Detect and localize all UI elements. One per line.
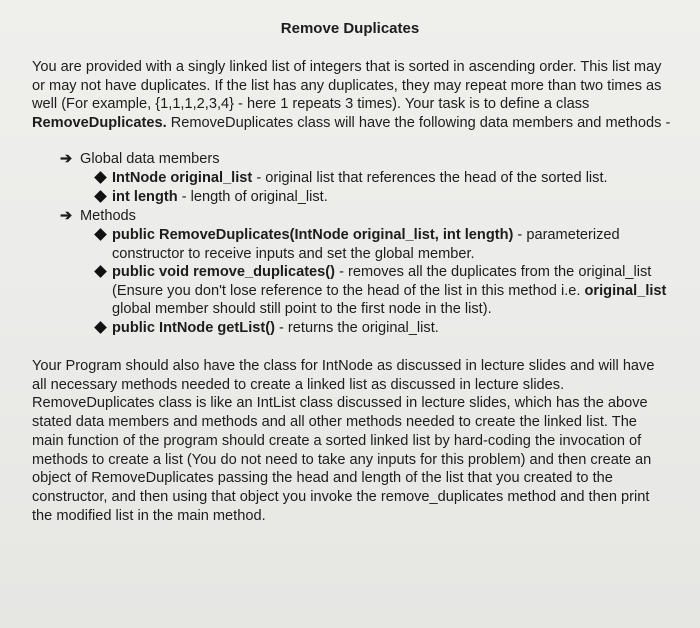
method-item-2-desc: - removes all the duplicates from the original_list (Ensure you don't lose reference to the head of the list in this method i.e. bbox=[112, 264, 652, 299]
method-item-3-code: public IntNode getList() bbox=[112, 320, 275, 336]
global-item-2-desc: - length of original_list. bbox=[177, 189, 328, 205]
diamond-bullet-icon bbox=[94, 321, 107, 334]
method-item-1-desc: - parameterized constructor to receive inputs and set the global member. bbox=[112, 227, 620, 262]
diamond-bullet-icon bbox=[94, 171, 107, 184]
method-item-1 bbox=[112, 226, 682, 263]
diamond-bullet-icon bbox=[94, 228, 107, 241]
global-item-2-code: int length bbox=[112, 189, 178, 205]
intro-text-1: You are provided with a singly linked list of integers that is sorted in ascending order. This list may or may not have duplicates. If the list has any duplicates, they may repeat more than two times as well (For example, {1,1,1,2,3,4} - here 1 repeats 3 times). Your task is to define a class bbox=[32, 59, 662, 113]
global-item-1-code: IntNode original_list bbox=[112, 170, 253, 186]
intro-class-name: RemoveDuplicates. bbox=[32, 115, 167, 132]
method-item-2-bold: original_list bbox=[584, 282, 667, 299]
methods-heading bbox=[60, 207, 136, 226]
diamond-bullet-icon bbox=[94, 190, 107, 203]
arrow-icon: ➔ bbox=[60, 151, 73, 167]
global-members-heading bbox=[60, 150, 220, 169]
method-item-2 bbox=[112, 263, 682, 319]
global-item-1-desc: - original list that references the head of the sorted list. bbox=[252, 170, 608, 186]
global-item-2 bbox=[112, 188, 682, 207]
arrow-icon: ➔ bbox=[60, 208, 73, 224]
global-item-1 bbox=[112, 169, 682, 188]
method-item-1-code: public RemoveDuplicates(IntNode original_list, int length) bbox=[112, 227, 514, 243]
method-item-3-desc: - returns the original_list. bbox=[274, 320, 439, 336]
page-title: Remove Duplicates bbox=[280, 20, 420, 37]
method-item-3 bbox=[112, 319, 682, 338]
method-item-2-desc-2: global member should still point to the first node in the list). bbox=[112, 301, 492, 318]
method-item-2-code: public void remove_duplicates() bbox=[112, 264, 336, 280]
intro-text-2: RemoveDuplicates class will have the following data members and methods - bbox=[166, 115, 671, 132]
diamond-bullet-icon bbox=[94, 265, 107, 278]
methods-label: Methods bbox=[80, 208, 136, 224]
intro-paragraph bbox=[32, 58, 672, 133]
global-members-label: Global data members bbox=[80, 151, 220, 167]
closing-paragraph: Your Program should also have the class for IntNode as discussed in lecture slides and will have all necessary methods needed to create a linked list as discussed in lecture slides. RemoveDuplicates class is like an IntList class discussed in lecture slides, which has the above stated data members and methods and all other methods needed to create the linked list. The main function of the program should create a sorted linked list by hard-coding the invocation of methods to create a list (You do not need to take any inputs for this problem) and then create an object of RemoveDuplicates passing the head and length of the list that you created to the constructor, and then using that object you invoke the remove_duplicates method and then print the modified list in the main method. bbox=[32, 358, 655, 524]
